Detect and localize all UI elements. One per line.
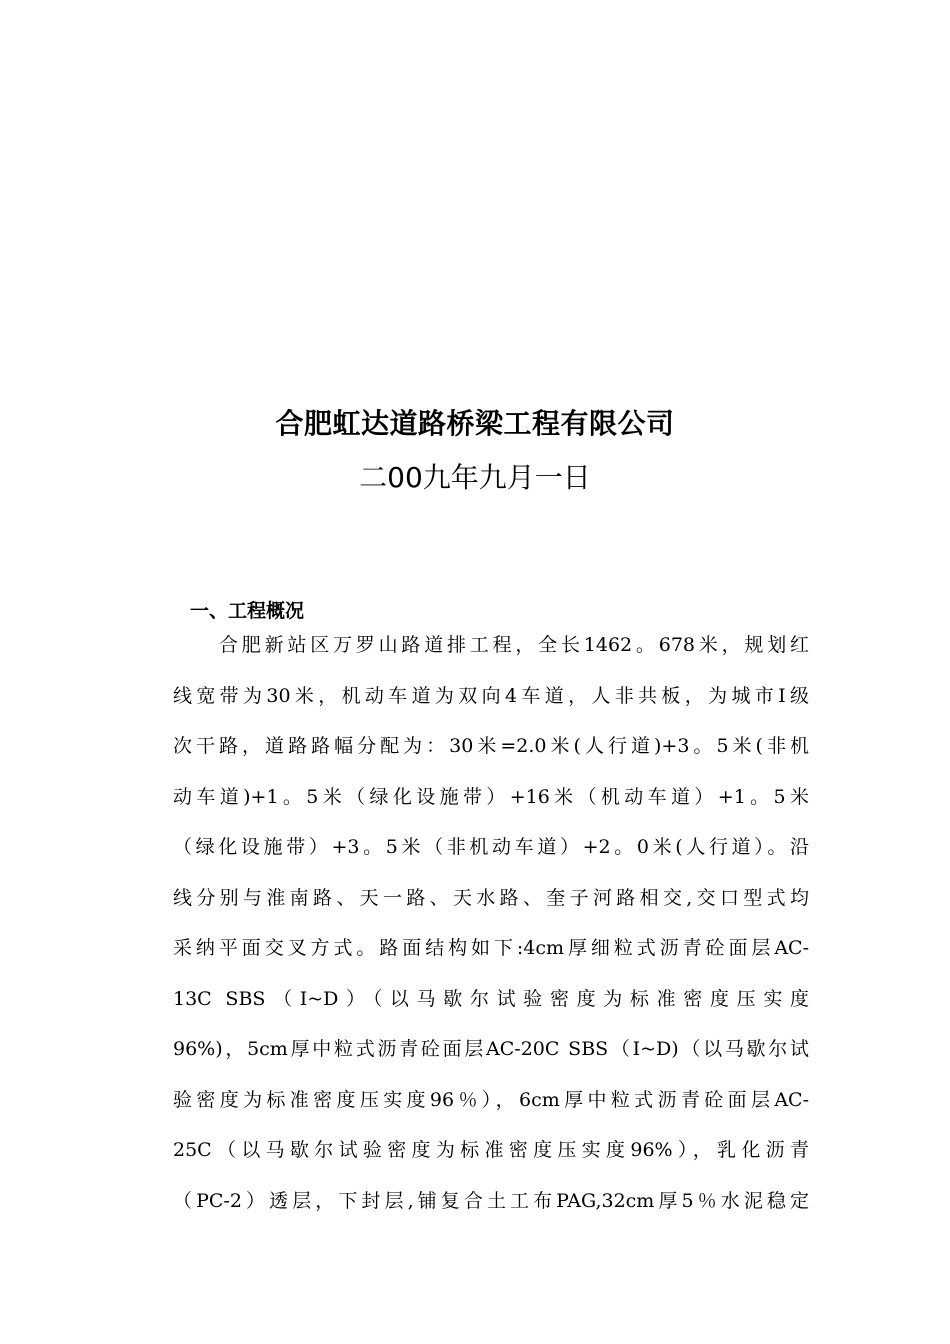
body-line: （绿化设施带）+3。5米（非机动车道）+2。0米(人行道）。沿	[173, 836, 809, 858]
body-line: 验密度为标准密度压实度96％），6cm厚中粒式沥青砼面层AC-	[173, 1088, 809, 1111]
document-date: 二00九年九月一日	[359, 461, 591, 494]
section-heading: 一、工程概况	[190, 600, 305, 622]
body-line: 合肥新站区万罗山路道排工程，全长1462。678米，规划红	[219, 634, 809, 656]
body-line: 线分别与淮南路、天一路、天水路、奎子河路相交,交口型式均	[173, 886, 809, 909]
section-body	[173, 620, 809, 1226]
body-line: 线宽带为30米，机动车道为双向4车道，人非共板，为城市Ⅰ级	[173, 684, 809, 707]
body-line: 96%)，5cm厚中粒式沥青砼面层AC-20C SBS（I~D)（以马歇尔试	[173, 1038, 809, 1060]
company-name: 合肥虹达道路桥梁工程有限公司	[275, 407, 675, 440]
body-line: 动车道)+1。5米（绿化设施带）+16米（机动车道）+1。5米	[173, 785, 809, 808]
body-line: 次干路，道路路幅分配为：30米=2.0米(人行道)+3。5米(非机	[173, 735, 809, 757]
body-line: 采纳平面交叉方式。路面结构如下:4cm厚细粒式沥青砼面层AC-	[173, 937, 809, 959]
body-line: （PC-2）透层，下封层,铺复合土工布PAG,32cm厚5％水泥稳定	[173, 1189, 809, 1212]
body-line: 25C（以马歇尔试验密度为标准密度压实度96%），乳化沥青	[173, 1139, 809, 1161]
body-line: 13C SBS（I~D）（以马歇尔试验密度为标准密度压实度	[173, 987, 809, 1010]
